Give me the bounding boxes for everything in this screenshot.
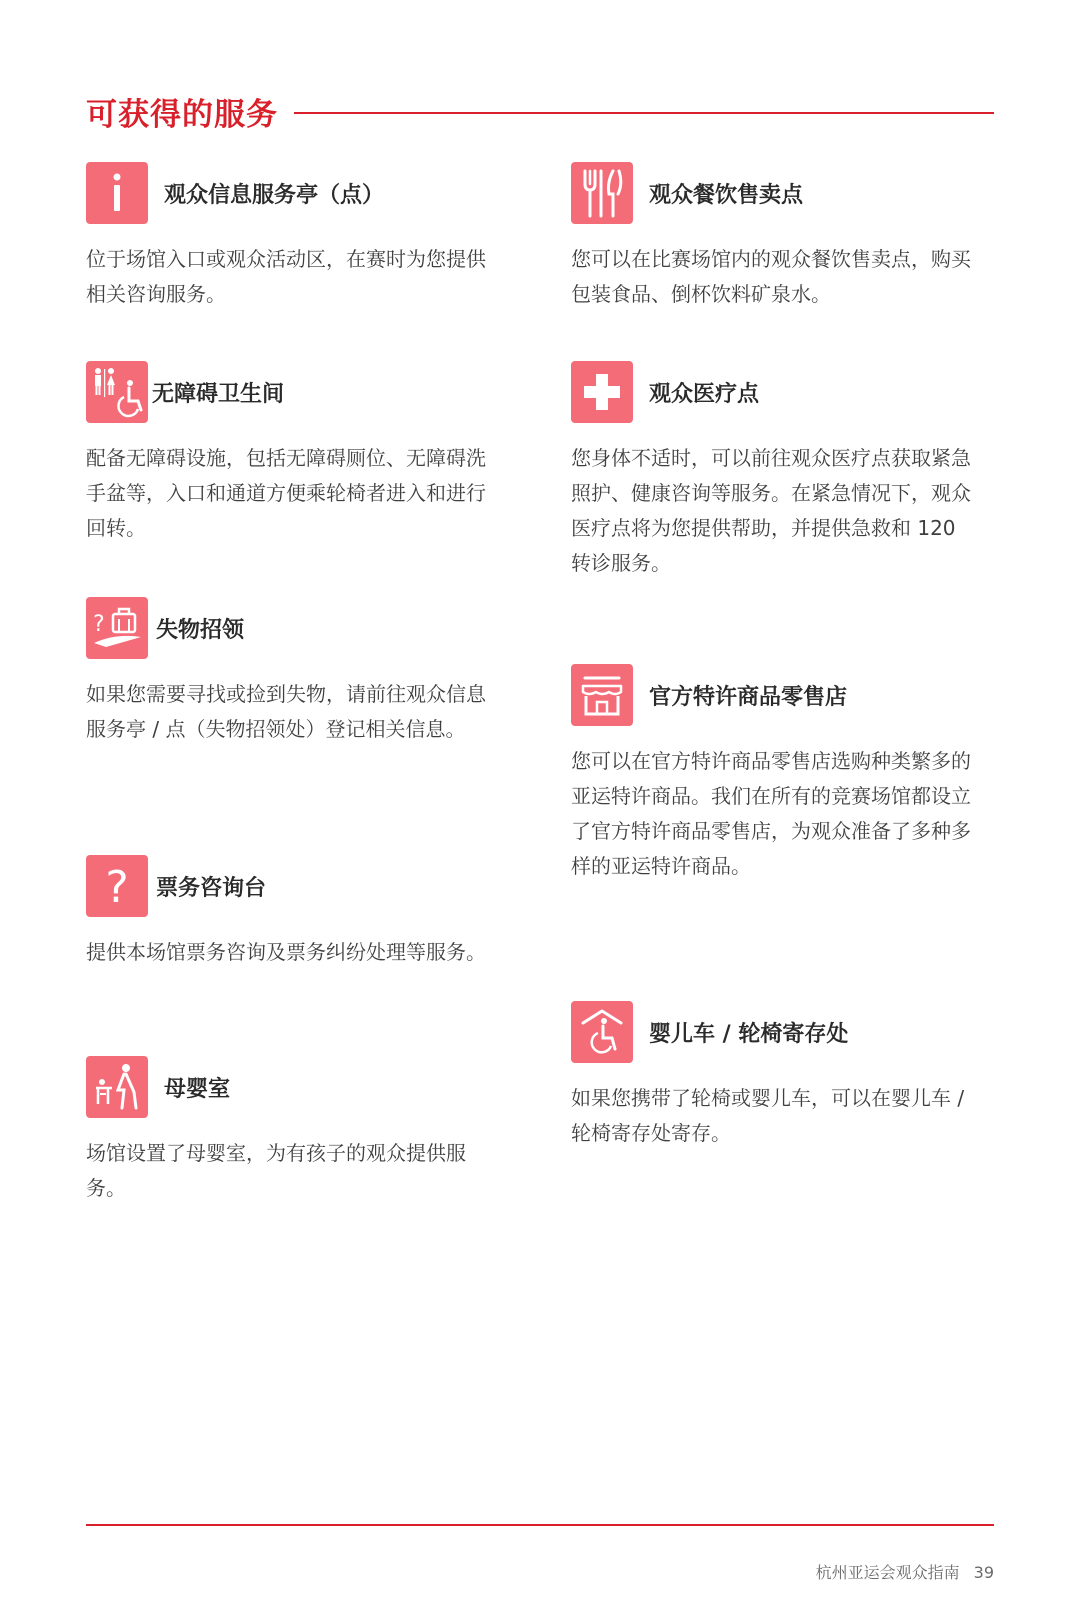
service-description: 场馆设置了母婴室，为有孩子的观众提供服务。 (86, 1141, 466, 1200)
service-food-stand (571, 162, 971, 312)
service-accessible-toilet (86, 361, 486, 546)
page-number: 39 (973, 1563, 994, 1582)
lost-found-icon (86, 597, 148, 659)
service-lost-found (86, 597, 486, 747)
accessible-toilet-icon (86, 361, 148, 423)
service-description: 您可以在比赛场馆内的观众餐饮售卖点，购买包装食品、倒杯饮料矿泉水。 (571, 247, 971, 306)
section-header (86, 88, 994, 134)
service-description: 如果您需要寻找或捡到失物，请前往观众信息服务亭 / 点（失物招领处）登记相关信息。 (86, 682, 486, 741)
service-description: 如果您携带了轮椅或婴儿车，可以在婴儿车 / 轮椅寄存处寄存。 (571, 1086, 965, 1145)
service-title: 婴儿车 / 轮椅寄存处 (649, 1021, 849, 1047)
service-title: 无障碍卫生间 (152, 381, 285, 407)
info-icon (86, 162, 148, 224)
shop-icon (571, 664, 633, 726)
medical-cross-icon (571, 361, 633, 423)
service-stroller-wheelchair-storage (571, 1001, 971, 1151)
fork-knife-icon (571, 162, 633, 224)
footer-rule (86, 1524, 994, 1526)
service-mother-baby-room (86, 1056, 486, 1206)
service-title: 官方特许商品零售店 (649, 684, 848, 710)
service-description: 位于场馆入口或观众活动区，在赛时为您提供相关咨询服务。 (86, 247, 486, 306)
service-ticket-desk (86, 855, 486, 970)
service-title: 失物招领 (156, 617, 245, 643)
service-title: 观众医疗点 (649, 381, 760, 407)
guide-name: 杭州亚运会观众指南 (815, 1563, 960, 1582)
svg-text:?: ? (93, 612, 105, 637)
service-official-store (571, 664, 971, 884)
mother-baby-icon (86, 1056, 148, 1118)
question-icon (86, 855, 148, 917)
title-rule (294, 112, 994, 114)
service-description: 您可以在官方特许商品零售店选购种类繁多的亚运特许商品。我们在所有的竞赛场馆都设立了官方特许商品零售店，为观众准备了多种多样的亚运特许商品。 (571, 749, 971, 878)
service-title: 观众信息服务亭（点） (164, 182, 385, 208)
service-description: 您身体不适时，可以前往观众医疗点获取紧急照护、健康咨询等服务。在紧急情况下，观众医疗点将为您提供帮助，并提供急救和 120 转诊服务。 (571, 446, 971, 575)
service-description: 提供本场馆票务咨询及票务纠纷处理等服务。 (86, 940, 486, 964)
stroller-wheelchair-icon (571, 1001, 633, 1063)
service-title: 母婴室 (164, 1076, 231, 1102)
footer (816, 1560, 994, 1583)
service-title: 票务咨询台 (156, 875, 267, 901)
section-title: 可获得的服务 (86, 96, 278, 133)
service-title: 观众餐饮售卖点 (649, 182, 804, 208)
service-info-kiosk (86, 162, 486, 312)
service-medical-point (571, 361, 971, 581)
svg-text:?: ? (105, 862, 129, 913)
service-description: 配备无障碍设施，包括无障碍厕位、无障碍洗手盆等，入口和通道方便乘轮椅者进入和进行回转。 (86, 446, 486, 540)
